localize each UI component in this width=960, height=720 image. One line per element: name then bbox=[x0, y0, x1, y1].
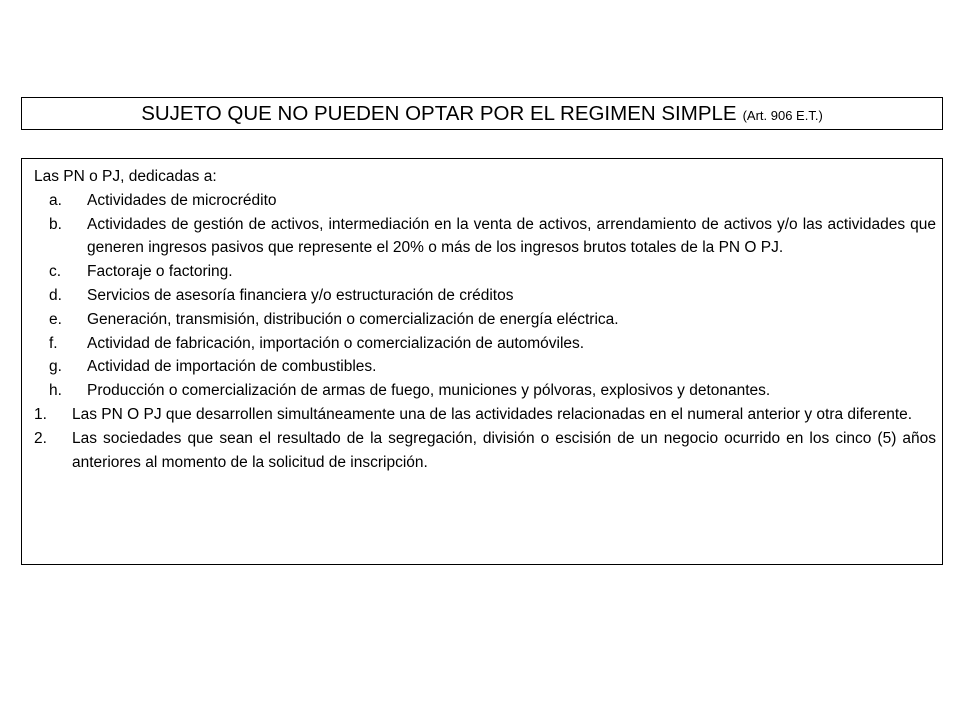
list-item-text: Servicios de asesoría financiera y/o estructuración de créditos bbox=[87, 286, 514, 304]
list-item-text: Producción o comercialización de armas de fuego, municiones y pólvoras, explosivos y detonantes. bbox=[87, 382, 771, 400]
list-item-text: Las PN O PJ que desarrollen simultáneamente una de las actividades relacionadas en el numeral anterior y otra diferente. bbox=[72, 405, 913, 423]
list-marker: h. bbox=[49, 382, 62, 400]
list-item-text: Generación, transmisión, distribución o comercialización de energía eléctrica. bbox=[87, 310, 619, 328]
content-box bbox=[21, 158, 943, 565]
list-item bbox=[34, 213, 936, 261]
list-item-text: Las sociedades que sean el resultado de la segregación, división o escisión de un negocio ocurrido en los cinco (5) años anteriores al momento de la solicitud de inscripción. bbox=[72, 429, 936, 471]
list-item bbox=[34, 403, 936, 427]
list-marker: c. bbox=[49, 263, 62, 281]
list-item-text: Factoraje o factoring. bbox=[87, 263, 233, 281]
page-title: SUJETO QUE NO PUEDEN OPTAR POR EL REGIMEN SIMPLE bbox=[141, 101, 737, 125]
intro-text: Las PN o PJ, dedicadas a: bbox=[34, 168, 217, 185]
numbered-list bbox=[34, 403, 936, 474]
list-item bbox=[34, 427, 936, 475]
list-marker: b. bbox=[49, 215, 62, 233]
list-marker: e. bbox=[49, 310, 62, 328]
list-marker: f. bbox=[49, 334, 58, 352]
list-marker: 1. bbox=[34, 405, 47, 423]
list-item bbox=[34, 355, 936, 379]
list-item bbox=[34, 284, 936, 308]
list-marker: a. bbox=[49, 191, 62, 209]
list-item bbox=[34, 332, 936, 356]
list-item-text: Actividad de fabricación, importación o comercialización de automóviles. bbox=[87, 334, 585, 352]
list-item-text: Actividad de importación de combustibles. bbox=[87, 358, 377, 376]
list-item bbox=[34, 308, 936, 332]
list-marker: d. bbox=[49, 286, 62, 304]
list-item bbox=[34, 379, 936, 403]
article-reference: (Art. 906 E.T.) bbox=[742, 108, 823, 123]
list-marker: 2. bbox=[34, 429, 47, 447]
list-item-text: Actividades de gestión de activos, intermediación en la venta de activos, arrendamiento de activos y/o las actividades que generen ingresos pasivos que represente el 20% o más de los ingresos brutos totales de la PN O PJ. bbox=[87, 215, 936, 257]
list-item-text: Actividades de microcrédito bbox=[87, 191, 277, 209]
title-box bbox=[21, 97, 943, 130]
activity-list bbox=[34, 189, 936, 403]
list-item bbox=[34, 189, 936, 213]
list-item bbox=[34, 260, 936, 284]
list-marker: g. bbox=[49, 358, 62, 376]
